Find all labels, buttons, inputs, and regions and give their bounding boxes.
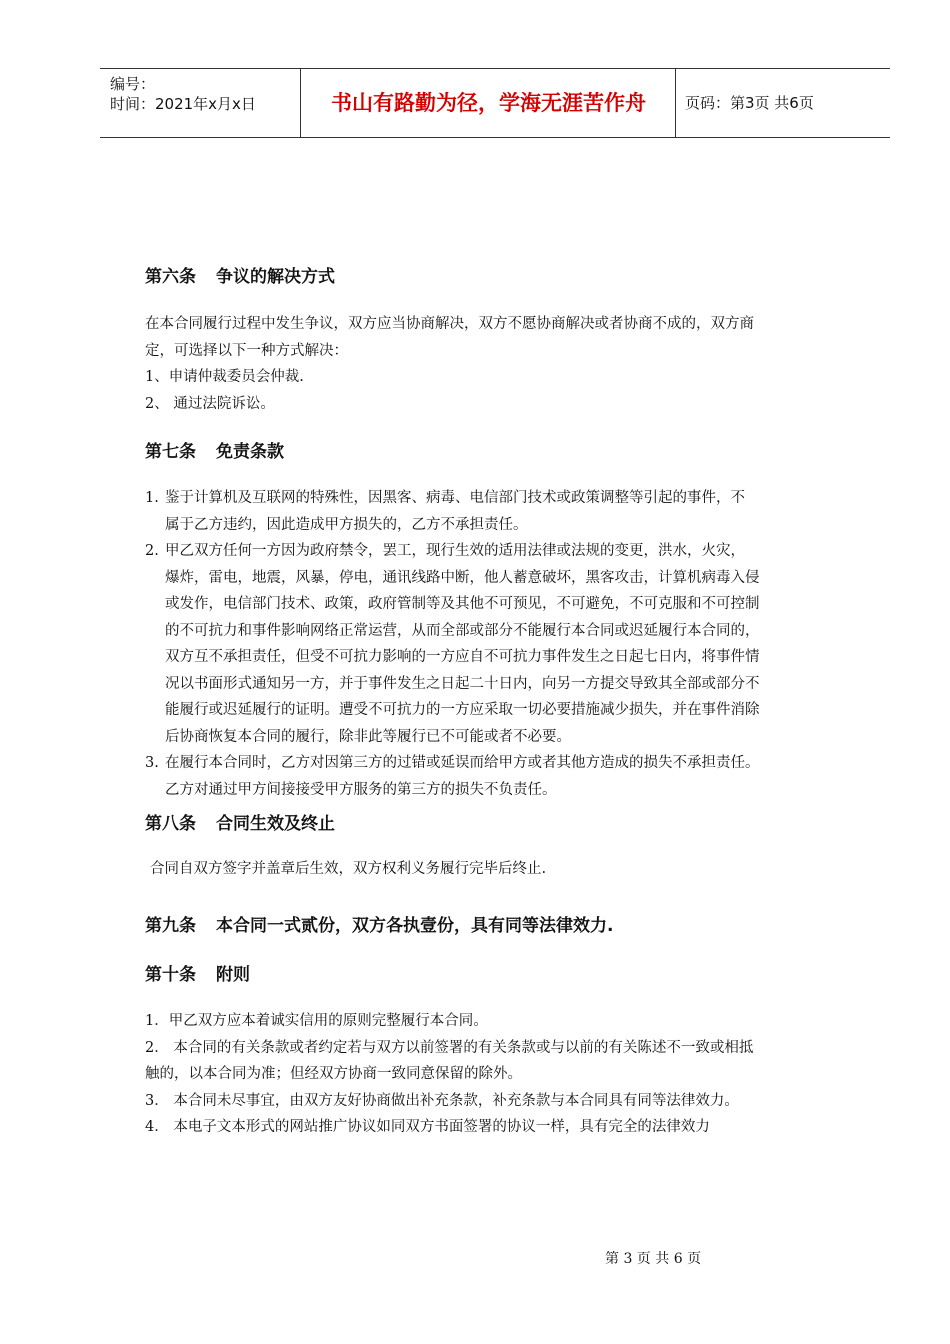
section-7-title: 免责条款 xyxy=(216,442,284,462)
page-header xyxy=(100,68,890,138)
section-6-number: 第六条 xyxy=(145,267,196,287)
item-line: 属于乙方违约，因此造成甲方损失的，乙方不承担责任。 xyxy=(165,516,528,533)
list-item: 1．甲乙双方应本着诚实信用的原则完整履行本合同。 xyxy=(145,1013,488,1029)
list-item: 2． 本合同的有关条款或者约定若与双方以前签署的有关条款或与以前的有关陈述不一致或相抵 xyxy=(145,1039,754,1056)
section-8-body: 合同自双方签字并盖章后生效，双方权利义务履行完毕后终止. xyxy=(150,861,547,877)
item-line: 鉴于计算机及互联网的特殊性，因黑客、病毒、电信部门技术或政策调整等引起的事件，不 xyxy=(165,490,745,506)
section-9-number: 第九条 xyxy=(145,916,196,936)
item-line: 的不可抗力和事件影响网络正常运营，从而全部或部分不能履行本合同或迟延履行本合同的， xyxy=(165,622,760,639)
item-line: 甲乙双方任何一方因为政府禁令，罢工，现行生效的适用法律或法规的变更，洪水，火灾， xyxy=(165,543,745,559)
list-item: 3． 本合同未尽事宜，由双方友好协商做出补充条款，补充条款与本合同具有同等法律效力。 xyxy=(145,1092,739,1109)
header-motto: 书山有路勤为径，学海无涯苦作舟 xyxy=(302,69,676,137)
list-item xyxy=(145,750,865,803)
section-6-para-line: 定，可选择以下一种方式解决： xyxy=(145,342,348,359)
item-line: 在履行本合同时，乙方对因第三方的过错或延误而给甲方或者其他方造成的损失不承担责任。 xyxy=(165,755,760,771)
item-line: 后协商恢复本合同的履行，除非此等履行已不可能或者不必要。 xyxy=(165,728,571,745)
list-item xyxy=(145,538,865,750)
section-6-title: 争议的解决方式 xyxy=(216,267,335,287)
item-line: 爆炸，雷电，地震，风暴，停电，通讯线路中断，他人蓄意破坏，黑客攻击，计算机病毒入侵 xyxy=(165,569,760,586)
section-8-heading xyxy=(145,809,865,834)
number-label: 编号： xyxy=(110,75,156,93)
section-8-number: 第八条 xyxy=(145,814,196,834)
section-10-heading xyxy=(145,960,865,985)
header-meta xyxy=(100,69,301,137)
section-7-number: 第七条 xyxy=(145,442,196,462)
list-item: 4． 本电子文本形式的网站推广协议如同双方书面签署的协议一样，具有完全的法律效力 xyxy=(145,1119,710,1135)
item-number: 3. xyxy=(145,755,159,771)
section-6-option: 1、申请仲裁委员会仲裁. xyxy=(145,369,304,385)
section-9-heading xyxy=(145,911,865,936)
section-10-body xyxy=(145,1008,865,1141)
list-item-continuation: 触的，以本合同为准；但经双方协商一致同意保留的除外。 xyxy=(145,1066,522,1082)
section-10-number: 第十条 xyxy=(145,965,196,985)
section-6-body xyxy=(145,311,865,417)
item-line: 双方互不承担责任，但受不可抗力影响的一方应自不可抗力事件发生之日起七日内，将事件情 xyxy=(165,649,760,665)
item-line: 乙方对通过甲方间接接受甲方服务的第三方的损失不负责任。 xyxy=(165,781,557,798)
item-line: 或发作，电信部门技术、政策，政府管制等及其他不可预见，不可避免，不可克服和不可控制 xyxy=(165,596,760,612)
section-7-body xyxy=(145,485,865,803)
header-page-code: 页码：第3页 共6页 xyxy=(685,94,814,112)
item-line: 况以书面形式通知另一方，并于事件发生之日起二十日内，向另一方提交导致其全部或部分不 xyxy=(165,675,760,692)
section-8-title: 合同生效及终止 xyxy=(216,814,335,834)
section-6-heading xyxy=(145,262,865,287)
section-6-para-line: 在本合同履行过程中发生争议，双方应当协商解决，双方不愿协商解决或者协商不成的，双方商 xyxy=(145,316,754,332)
footer-page-number: 第 3 页 共 6 页 xyxy=(605,1251,702,1267)
item-line: 能履行或迟延履行的证明。遭受不可抗力的一方应采取一切必要措施减少损失，并在事件消除 xyxy=(165,702,760,718)
section-6-option: 2、 通过法院诉讼。 xyxy=(145,395,275,412)
item-number: 1. xyxy=(145,490,159,506)
section-7-heading xyxy=(145,437,865,462)
section-9-title: 本合同一式贰份，双方各执壹份，具有同等法律效力. xyxy=(216,916,614,936)
list-item xyxy=(145,485,865,538)
section-10-title: 附则 xyxy=(216,965,250,985)
time-label: 时间：2021年x月x日 xyxy=(110,95,256,113)
item-number: 2. xyxy=(145,543,159,559)
